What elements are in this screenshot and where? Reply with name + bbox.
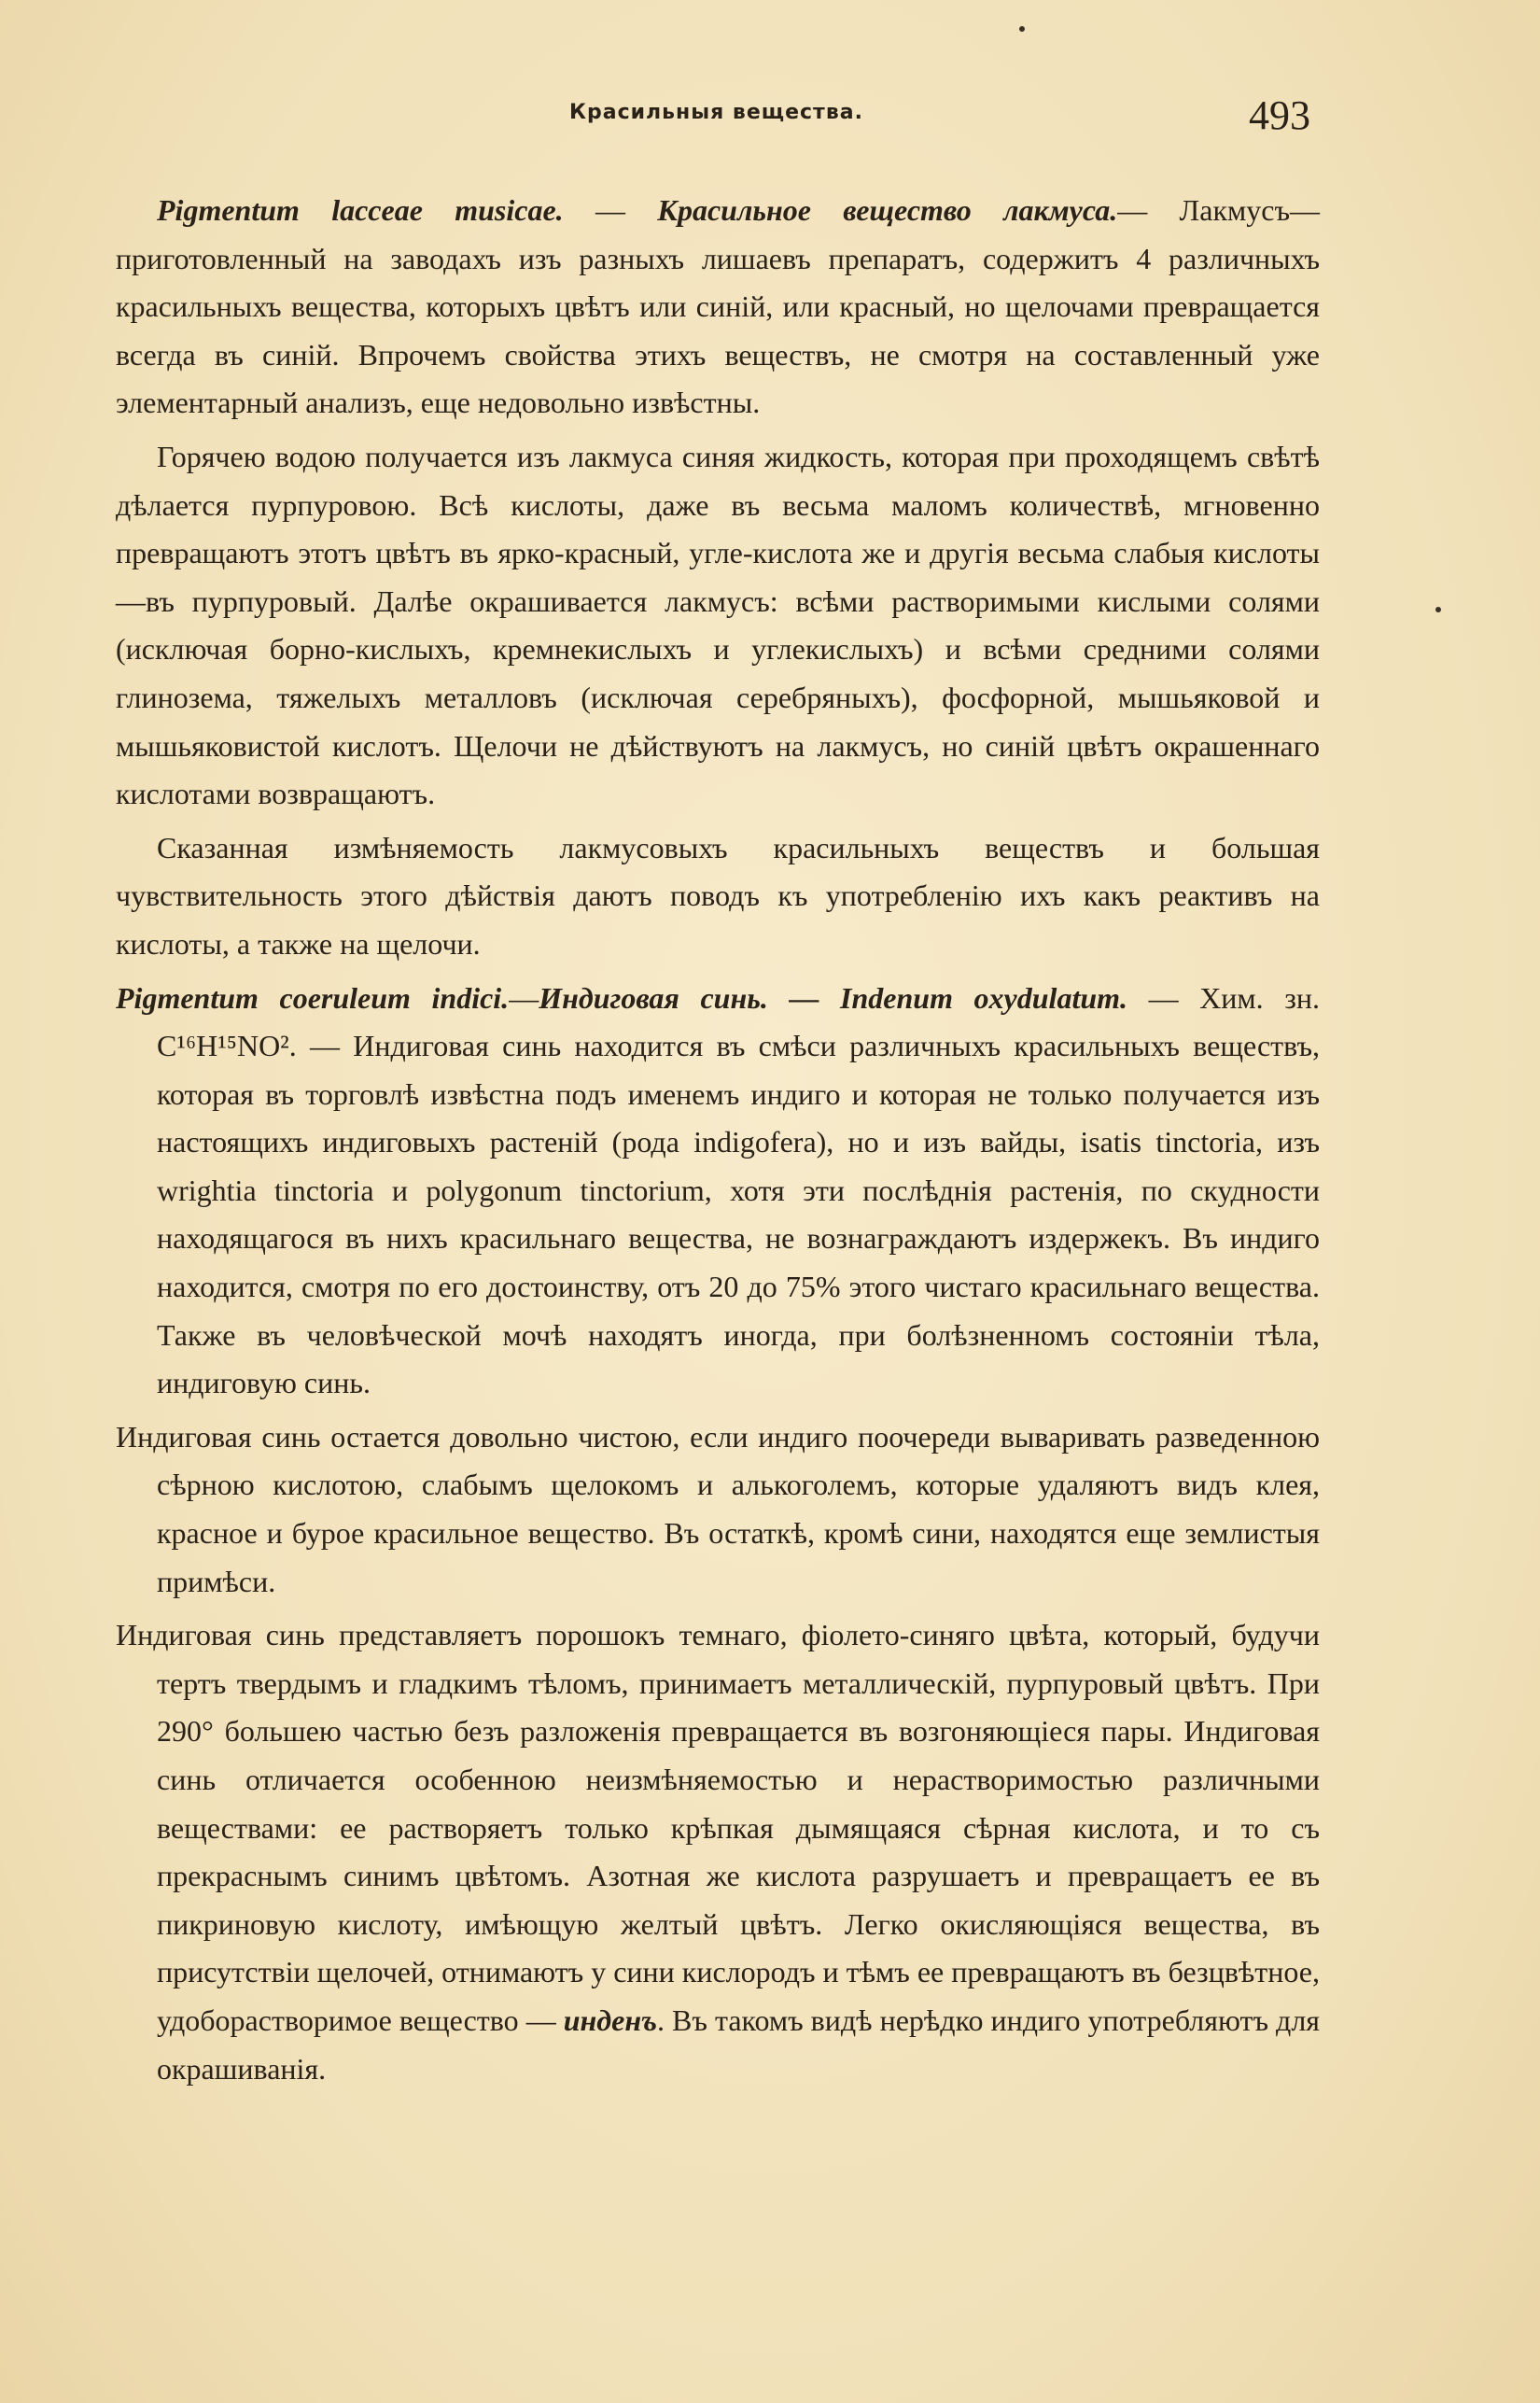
separator: — — [509, 980, 539, 1015]
paragraph: Горячею водою получается изъ лакмуса синяя жидкость, которая при проходящемъ свѣтѣ дѣлается пурпуровою. Всѣ кислоты, даже въ весьма маломъ количествѣ, мгновенно превращаютъ этотъ цвѣтъ въ ярко-красный, угле-кислота же и другія весьма слабыя кислоты—въ пурпуровый. Далѣе окрашивается лакмусъ: всѣми растворимыми кислыми солями (исключая борно-кислыхъ, кремнекислыхъ и углекислыхъ) и всѣми средними солями глинозема, тяжелыхъ металловъ (исключая серебряныхъ), фосфорной, мышьяковой и мышьяковистой кислотъ. Щелочи не дѣйствуютъ на лакмусъ, но синій цвѣтъ окрашеннаго кислотами возвращаютъ. — [116, 439, 1320, 811]
separator: — — [563, 193, 658, 227]
paragraph-text: Индиговая синь представляетъ порошокъ темнаго, фіолето-синяго цвѣта, который, будучи тертъ твердымъ и гладкимъ тѣломъ, принимаетъ металлическій, пурпуровый цвѣтъ. При 290° большею частью безъ разложенія превращается въ возгоняющіеся пары. Индиговая синь отличается особенною неизмѣняемостью и нерастворимостью различными веществами: ее растворяетъ только крѣпкая дымящаяся сѣрная кислота, и то съ прекраснымъ синимъ цвѣтомъ. Азотная же кислота разрушаетъ и превращаетъ ее въ пикриновую кислоту, имѣющую желтый цвѣтъ. Легко окисляющіяся вещества, въ присутствіи щелочей, отнимаютъ у сини кислородъ и тѣмъ ее превращаютъ въ безцвѣтное, удоборастворимое вещество — — [116, 1618, 1320, 2037]
body-text — [116, 187, 1320, 2099]
paragraph-text-end: . Въ такомъ видѣ нерѣдко индиго употребляютъ для окрашиванія. — [157, 2002, 1321, 2086]
latin-term: Pigmentum lacceae musicae. — [157, 193, 564, 227]
paragraph: Индиговая синь остается довольно чистою, если индиго поочереди вываривать разведенною сѣрною кислотою, слабымъ щелокомъ и алькоголемъ, которые удаляютъ видъ клея, красное и бурое красильное вещество. Въ остаткѣ, кромѣ сини, находятся еще землистыя примѣси. — [116, 1419, 1320, 1598]
definition-text: — Лакмусъ—приготовленный на заводахъ изъ разныхъ лишаевъ препаратъ, содержитъ 4 различныхъ красильныхъ вещества, которыхъ цвѣтъ или синій, или красный, но щелочами превращается всегда въ синій. Впрочемъ свойства этихъ веществъ, не смотря на составленный уже элементарный анализъ, еще недовольно извѣстны. — [116, 193, 1321, 420]
paragraph: Сказанная измѣняемость лакмусовыхъ красильныхъ веществъ и большая чувствительность этого дѣйствія даютъ поводъ къ употребленію ихъ какъ реактивъ на кислоты, а также на щелочи. — [116, 830, 1320, 961]
ink-speck — [1019, 26, 1025, 32]
definition-text: — Хим. зн. C¹⁶H¹⁵NO². — Индиговая синь находится въ смѣси различныхъ красильныхъ веществъ, которая въ торговлѣ извѣстна подъ именемъ индиго и которая не только получается изъ настоящихъ индиговыхъ растеній (рода indigofera), но и изъ вайды, isatis tinctoria, изъ wrightia tinctoria и polygonum tinctorium, хотя эти послѣднія растенія, по скудности находящагося въ нихъ красильнаго вещества, не вознаграждаютъ издержекъ. Въ индиго находится, смотря по его достоинству, отъ 20 до 75% этого чистаго красильнаго вещества. Также въ человѣческой мочѣ находятъ иногда, при болѣзненномъ состояніи тѣла, индиговую синь. — [157, 980, 1321, 1400]
running-head: Красильныя вещества. — [569, 101, 863, 124]
russian-term: Красильное вещество лакмуса. — [657, 193, 1118, 227]
latin-term-2: — Indenum oxydulatum. — [767, 980, 1128, 1015]
definition-litmus — [116, 187, 1320, 428]
paragraph — [116, 1611, 1320, 2093]
latin-term: Pigmentum coeruleum indici. — [116, 980, 510, 1015]
definition-indigo — [116, 975, 1320, 1408]
russian-term: Индиговая синь. — [539, 980, 768, 1015]
term-inden: инденъ — [563, 2002, 657, 2037]
page-number: 493 — [1249, 92, 1310, 138]
ink-speck — [1435, 607, 1441, 612]
